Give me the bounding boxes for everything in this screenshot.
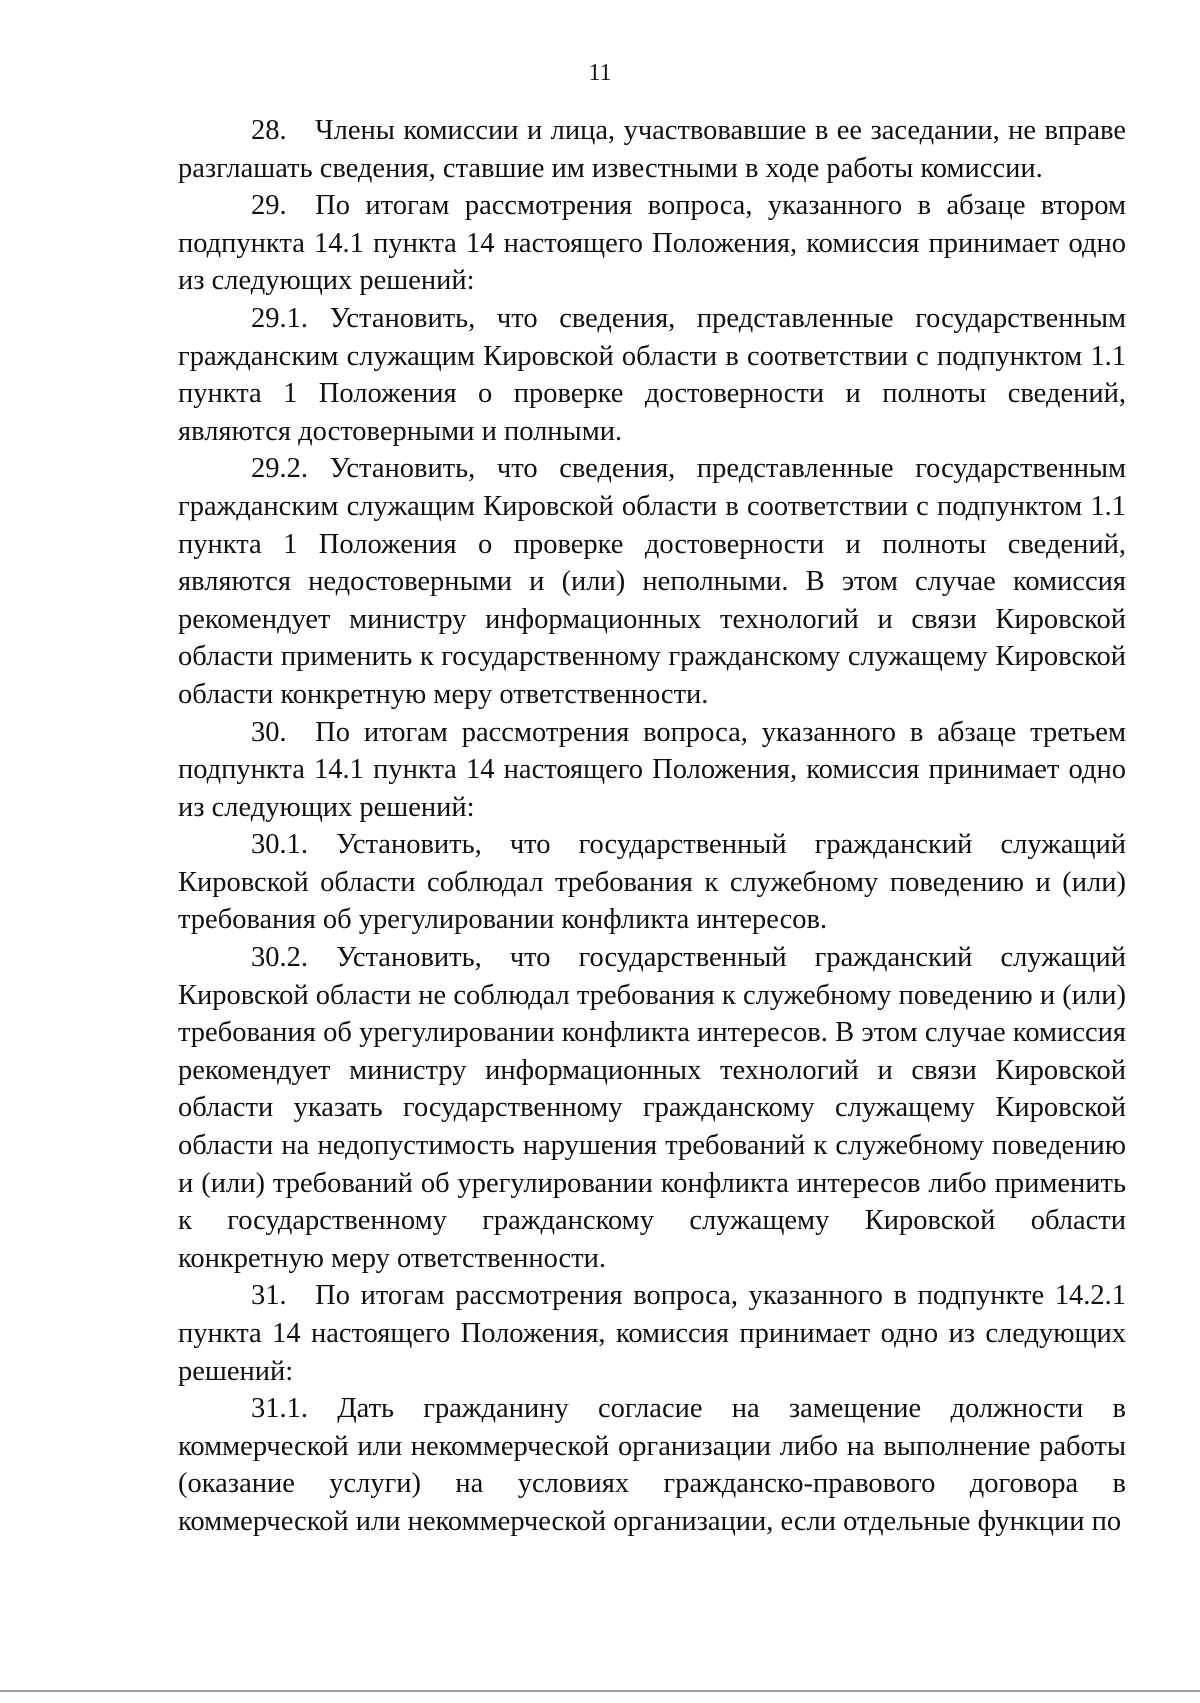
paragraph-30-2: 30.2. Установить, что государственный гражданский служащий Кировской области не соблюдал требования к служебному поведению и (или) требования об урегулировании конфликта интересов. В этом случае комиссия рекомендует министру информационных технологий и связи Кировской области указать государственному гражданскому служащему Кировской области на недопустимость нарушения требований к служебному поведению и (или) требований об урегулировании конфликта интересов либо применить к государственному гражданскому служащему Кировской области конкретную меру ответственности. bbox=[178, 942, 1126, 1274]
paragraph-31-1: 31.1. Дать гражданину согласие на замещение должности в коммерческой или некоммерческой организации либо на выполнение работы (оказание услуги) на условиях гражданско-правового договора в коммерческой или некоммерческой организации, если отдельные функции по bbox=[178, 1393, 1126, 1537]
paragraph-28: 28. Члены комиссии и лица, участвовавшие в ее заседании, не вправе разглашать сведения, ставшие им известными в ходе работы комиссии. bbox=[178, 115, 1126, 184]
paragraph-30-1: 30.1. Установить, что государственный гражданский служащий Кировской области соблюдал требования к служебному поведению и (или) требования об урегулировании конфликта интересов. bbox=[178, 829, 1126, 936]
scan-edge-divider bbox=[0, 1690, 1200, 1692]
paragraph-29-1: 29.1. Установить, что сведения, представленные государственным гражданским служащим Кировской области в соответствии с подпунктом 1.1 пункта 1 Положения о проверке достоверности и полноты сведений, являются достоверными и полными. bbox=[178, 302, 1126, 447]
page-number: 11 bbox=[588, 60, 612, 86]
document-body bbox=[178, 112, 1126, 1541]
paragraph-31: 31. По итогам рассмотрения вопроса, указанного в подпункте 14.2.1 пункта 14 настоящего Положения, комиссия принимает одно из следующих решений: bbox=[178, 1280, 1126, 1387]
paragraph-30: 30. По итогам рассмотрения вопроса, указанного в абзаце третьем подпункта 14.1 пункта 14 настоящего Положения, комиссия принимает одно из следующих решений: bbox=[178, 716, 1126, 823]
paragraph-29: 29. По итогам рассмотрения вопроса, указанного в абзаце втором подпункта 14.1 пункта 14 настоящего Положения, комиссия принимает одно из следующих решений: bbox=[178, 190, 1126, 297]
paragraph-29-2: 29.2. Установить, что сведения, представленные государственным гражданским служащим Кировской области в соответствии с подпунктом 1.1 пункта 1 Положения о проверке достоверности и полноты сведений, являются недостоверными и (или) неполными. В этом случае комиссия рекомендует министру информационных технологий и связи Кировской области применить к государственному гражданскому служащему Кировской области конкретную меру ответственности. bbox=[178, 453, 1126, 710]
